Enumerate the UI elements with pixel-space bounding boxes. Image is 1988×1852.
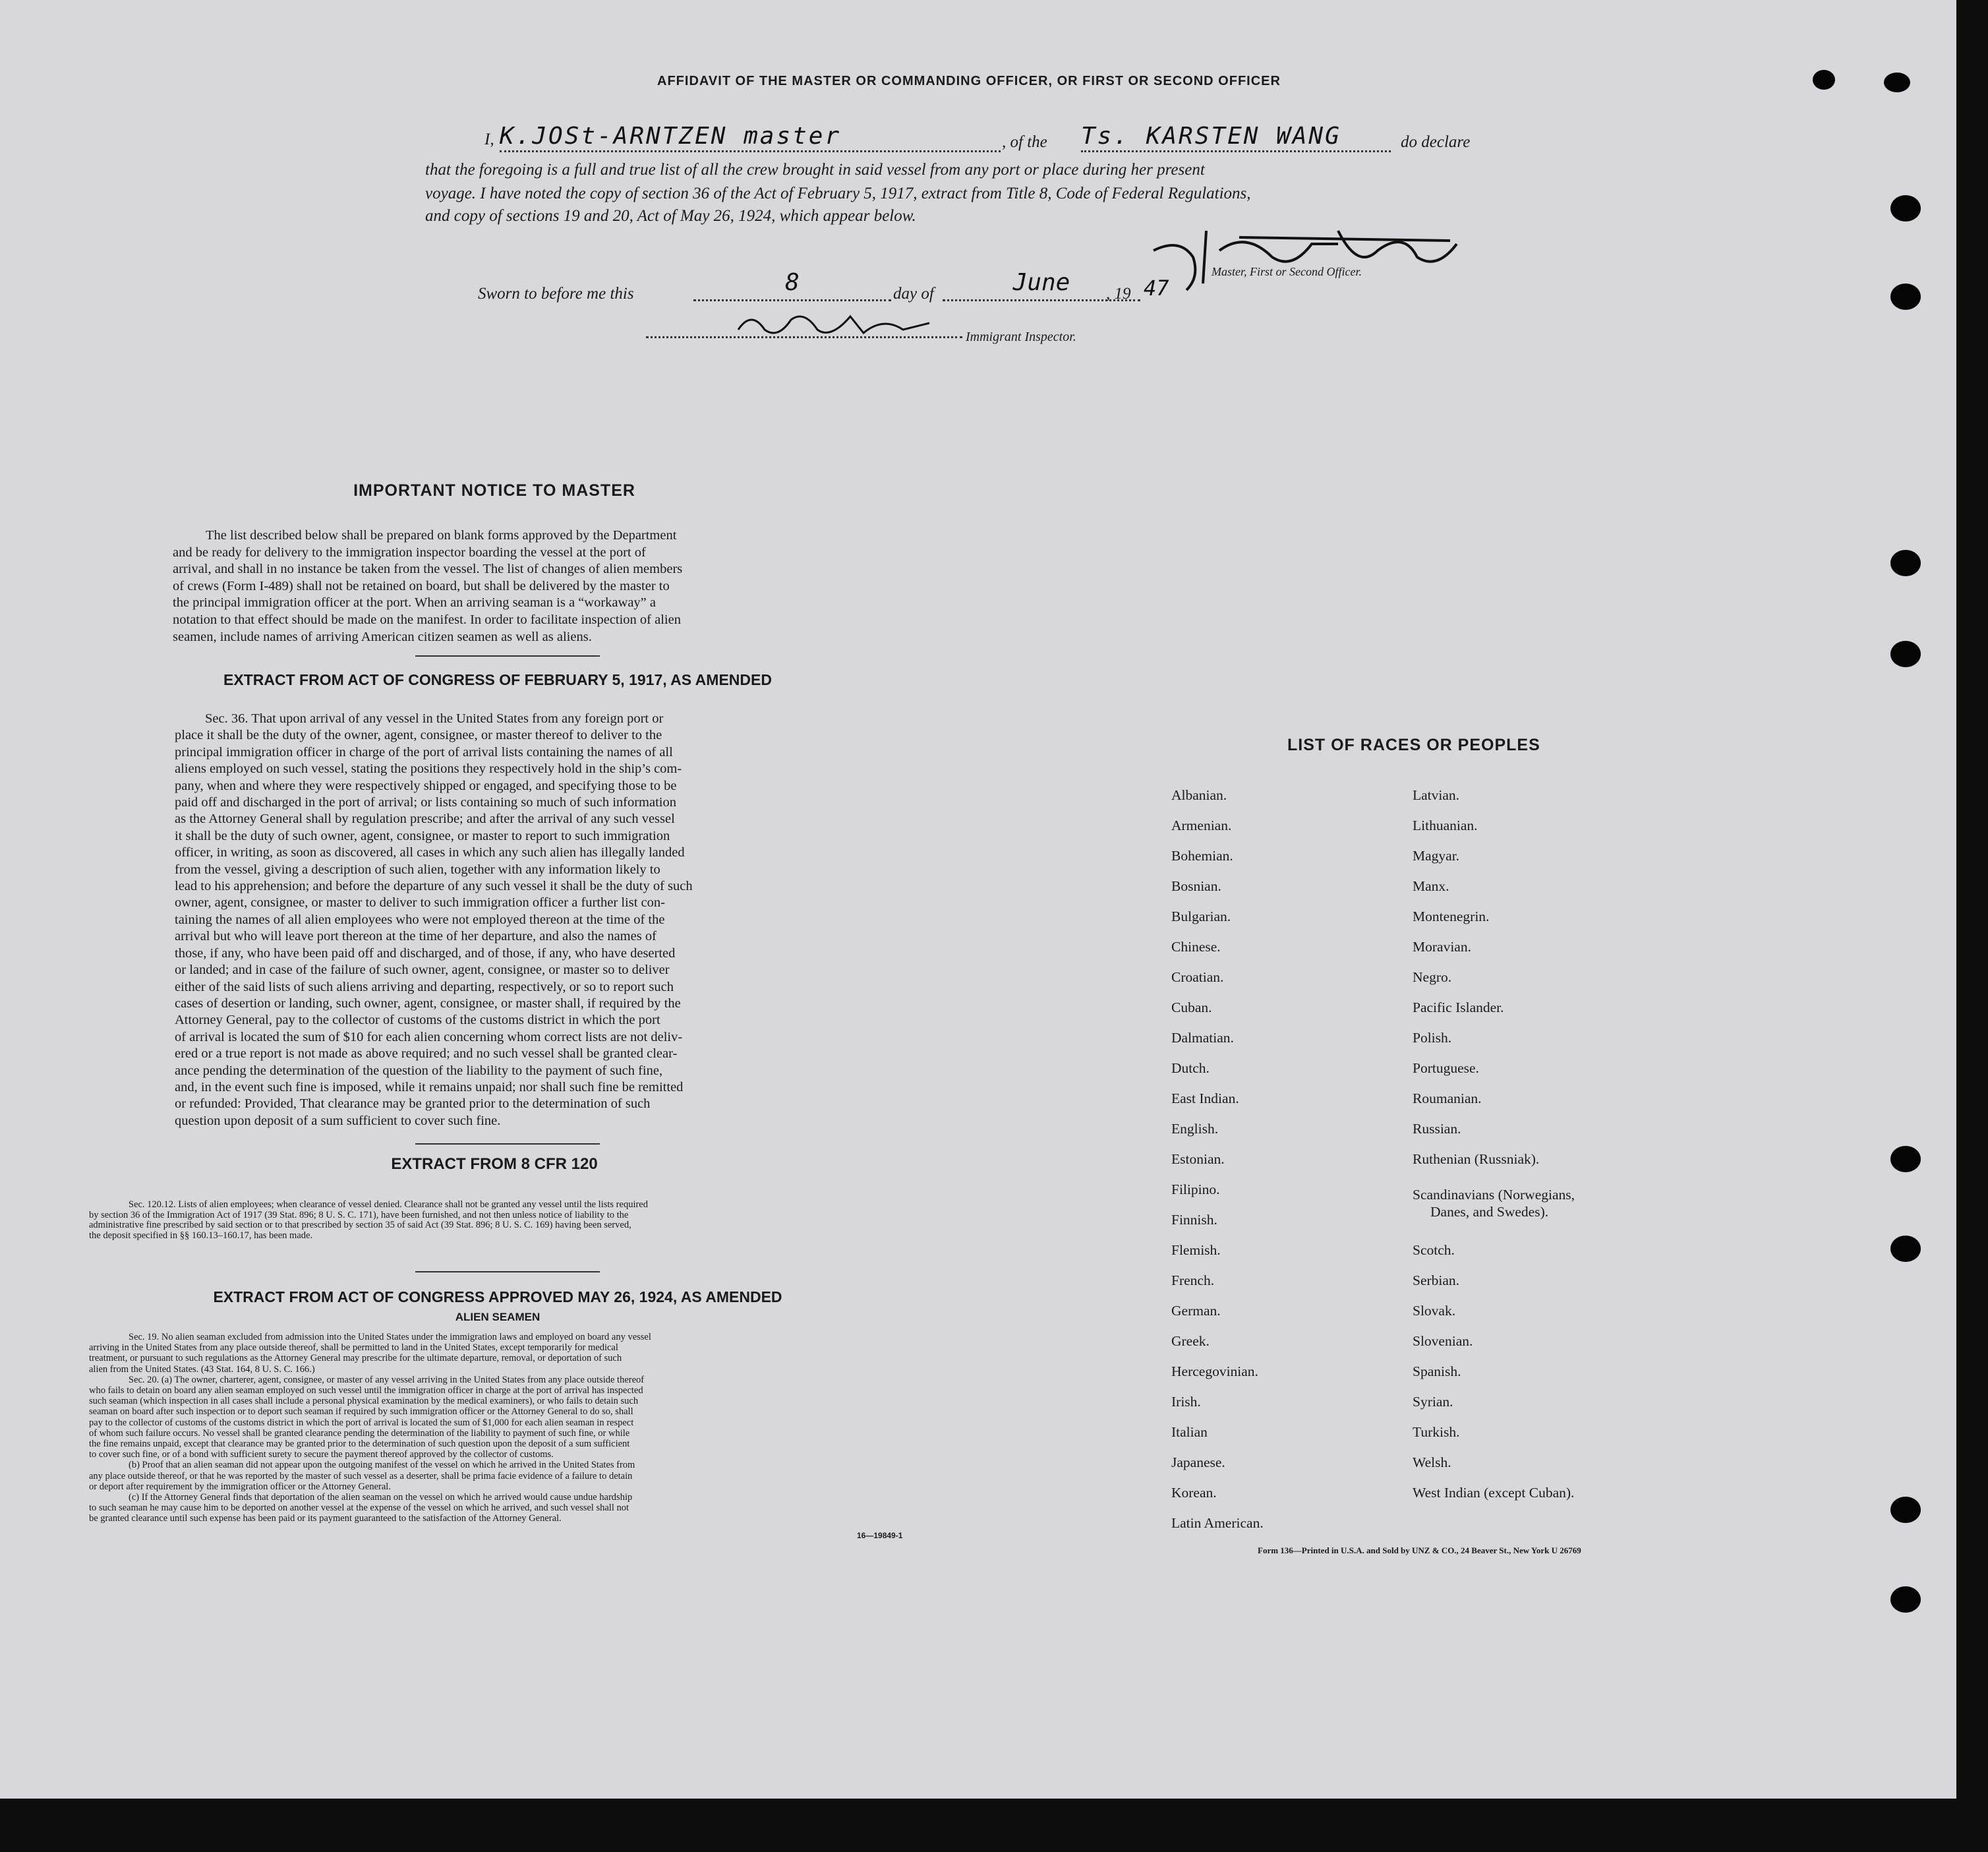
race-item: Bulgarian. (1171, 909, 1231, 924)
extract-line: Sec. 36. That upon arrival of any vessel in the United States from any foreign port or (205, 711, 664, 726)
extract-1924-line: Sec. 20. (a) The owner, charterer, agent, consignee, or master of any vessel arriving in the United States from any place outside thereof (129, 1374, 645, 1385)
extract-line: it shall be the duty of such owner, agent, consignee, or master to report to such immigration (175, 828, 670, 843)
race-item: Korean. (1171, 1485, 1217, 1501)
race-item: Slovak. (1413, 1303, 1456, 1319)
ink-speck (1884, 73, 1910, 92)
race-item: Chinese. (1171, 939, 1221, 955)
extract-line: officer, in writing, as soon as discovered, all cases in which any such alien has illegally landed (175, 845, 685, 860)
race-item: Latin American. (1171, 1515, 1264, 1531)
extract-line: ance pending the determination of the question of the liability to the payment of such fine, (175, 1063, 663, 1078)
affidavit-heading: AFFIDAVIT OF THE MASTER OR COMMANDING OFFICER, OR FIRST OR SECOND OFFICER (657, 74, 1281, 88)
extract-line: lead to his apprehension; and before the departure of any such vessel it shall be the duty of such (175, 879, 693, 894)
extract-1924-line: treatment, or pursuant to such regulations as the Attorney General may prescribe for the ultimate departure, removal, or deportation of such (89, 1353, 622, 1364)
extract-1924-line: to cover such fine, or of a bond with sufficient surety to secure the payment thereof approved by the collector of customs. (89, 1449, 554, 1460)
race-item: Moravian. (1413, 939, 1471, 955)
race-item: Ruthenian (Russniak). (1413, 1151, 1540, 1167)
race-item: Polish. (1413, 1030, 1452, 1046)
race-item: Greek. (1171, 1333, 1210, 1349)
cfr-line: administrative fine prescribed by said section or to that prescribed by section 35 of said Act (39 Stat. 896; 8 U. S. C. 169) having been served, (89, 1220, 631, 1230)
notice-line: notation to that effect should be made on the manifest. In order to facilitate inspection of alien (173, 612, 681, 627)
race-item: Turkish. (1413, 1424, 1460, 1440)
extract-1924-line: Sec. 19. No alien seaman excluded from admission into the United States under the immigration laws and employed on board any vessel (129, 1332, 651, 1342)
extract-line: as the Attorney General shall by regulation prescribe; and after the arrival of any such vessel (175, 812, 675, 827)
divider (415, 1143, 600, 1145)
race-item: Bosnian. (1171, 878, 1221, 894)
notice-line: the principal immigration officer at the port. When an arriving seaman is a “workaway” a (173, 595, 656, 611)
notice-line: arrival, and shall in no instance be taken from the vessel. The list of changes of alien members (173, 562, 683, 577)
race-item: Negro. (1413, 969, 1452, 985)
races-title: LIST OF RACES OR PEOPLES (1287, 736, 1540, 754)
extract-1924-line: of whom such failure occurs. No vessel shall be granted clearance pending the determination of the liability to payment of such fine, or while (89, 1427, 630, 1439)
form-printer-note: Form 136—Printed in U.S.A. and Sold by UNZ & CO., 24 Beaver St., New York U 26769 (1258, 1545, 1581, 1555)
race-item: Italian (1171, 1424, 1208, 1440)
notice-title: IMPORTANT NOTICE TO MASTER (353, 481, 635, 500)
race-item: Bohemian. (1171, 848, 1233, 864)
extract-1924-line: such seaman (which inspection in all cases shall include a personal physical examination by the medical examiners), or who fails to detain such (89, 1396, 639, 1407)
extract-1924-line: be granted clearance until such expense has been paid or its payment guaranteed to the satisfaction of the Attorney General. (89, 1513, 562, 1524)
cfr-line: by section 36 of the Immigration Act of 1917 (39 Stat. 896; 8 U. S. C. 171), have been furnished, and not then unless notice of liability to the (89, 1209, 629, 1220)
race-item: English. (1171, 1121, 1219, 1137)
race-item: Cuban. (1171, 1000, 1212, 1015)
extract-line: question upon deposit of a sum sufficient to cover such fine. (175, 1113, 501, 1128)
extract-line: paid off and discharged in the port of arrival; or lists containing so much of such information (175, 795, 676, 810)
cfr-title: EXTRACT FROM 8 CFR 120 (391, 1155, 598, 1173)
extract-line: either of the said lists of such aliens arriving and departing, respectively, or so to report such (175, 979, 674, 994)
race-item: East Indian. (1171, 1090, 1239, 1106)
extract-1924-line: (b) Proof that an alien seaman did not appear upon the outgoing manifest of the vessel on which he arrived in the United States from (129, 1460, 635, 1471)
race-item: Welsh. (1413, 1454, 1451, 1470)
race-item: Roumanian. (1413, 1090, 1482, 1106)
race-item: Slovenian. (1413, 1333, 1473, 1349)
extract-line: taining the names of all alien employees who were not employed thereon at the time of the (175, 912, 665, 927)
extract-line: arrival but who will leave port thereon at the time of her departure, and also the names of (175, 929, 657, 944)
race-item: Portuguese. (1413, 1060, 1479, 1076)
punch-hole (1890, 1146, 1921, 1172)
sworn-month: June (943, 269, 1140, 301)
extract-1924-line: or deport after requirement by the immigration officer or the Attorney General. (89, 1481, 391, 1492)
signature-caption: Master, First or Second Officer. (1212, 265, 1362, 278)
punch-hole (1890, 1586, 1921, 1613)
race-item: Dalmatian. (1171, 1030, 1234, 1046)
punch-hole (1890, 641, 1921, 667)
affidavit-body-line-2: voyage. I have noted the copy of section 36 of the Act of February 5, 1917, extract from Title 8, Code of Federal Regulations, (425, 185, 1251, 202)
inspector-caption: Immigrant Inspector. (966, 330, 1076, 344)
extract-1924-line: to such seaman he may cause him to be deported on another vessel at the expense of the vessel on which he arrived, and such vessel shall not (89, 1503, 629, 1514)
affidavit-body-line-1: that the foregoing is a full and true list of all the crew brought in said vessel from any port or place during her present (425, 161, 1205, 179)
sworn-day: 8 (693, 269, 891, 301)
extract-1924-title: EXTRACT FROM ACT OF CONGRESS APPROVED MAY 26, 1924, AS AMENDED (213, 1288, 782, 1305)
extract-1924-line: (c) If the Attorney General finds that deportation of the alien seaman on the vessel on which he arrived would cause undue hardship (129, 1492, 633, 1503)
affidavit-of-the: , of the (1002, 133, 1047, 151)
extract-1924-body (89, 1332, 913, 1524)
divider (415, 1271, 600, 1272)
affidavit-do-declare: do declare (1401, 133, 1471, 151)
extract-line: owner, agent, consignee, or master to deliver to such immigration officer a further list con- (175, 895, 665, 911)
cfr-line: Sec. 120.12. Lists of alien employees; when clearance of vessel denied. Clearance shall not be granted any vessel until the lists required (129, 1199, 648, 1210)
extract-line: from the vessel, giving a description of such alien, together with any information likely to (175, 862, 660, 877)
extract-1917-body (175, 711, 821, 1129)
extract-line: or refunded: Provided, That clearance may be granted prior to the determination of such (175, 1096, 651, 1112)
extract-line: cases of desertion or landing, such owner, agent, consignee, or master shall, if required by the (175, 996, 681, 1011)
extract-line: or landed; and in case of the failure of such owner, agent, consignee, or master so to deliver (175, 963, 670, 978)
extract-1924-line: arriving in the United States from any place outside thereof, shall be permitted to land in the United States, except temporarily for medical (89, 1342, 618, 1354)
race-item: Russian. (1413, 1121, 1461, 1137)
punch-hole (1890, 1497, 1921, 1523)
cfr-line: the deposit specified in §§ 160.13–160.17, has been made. (89, 1230, 313, 1241)
extract-line: ered or a true report is not made as above required; and no such vessel shall be granted clear- (175, 1046, 678, 1061)
form-code: 16—19849-1 (857, 1531, 903, 1540)
extract-1924-subtitle: ALIEN SEAMEN (455, 1311, 541, 1323)
inspector-signature (732, 303, 943, 343)
race-item: Albanian. (1171, 787, 1227, 803)
scan-edge-right (1956, 0, 1988, 1852)
race-item: Pacific Islander. (1413, 1000, 1504, 1015)
master-signature (1140, 211, 1523, 303)
extract-line: Attorney General, pay to the collector of customs of the customs district in which the port (175, 1013, 660, 1028)
year-prefix: , 19 (1106, 285, 1131, 303)
affidavit-lead-i: I, (484, 131, 494, 148)
race-item: Serbian. (1413, 1272, 1460, 1288)
race-item: Magyar. (1413, 848, 1460, 864)
sworn-before-label: Sworn to before me this (478, 285, 634, 303)
extract-1917-title: EXTRACT FROM ACT OF CONGRESS OF FEBRUARY 5, 1917, AS AMENDED (223, 671, 772, 688)
race-item: Scandinavians (Norwegians, (1413, 1187, 1575, 1203)
extract-line: aliens employed on such vessel, stating the positions they respectively hold in the ship’s com- (175, 762, 682, 777)
extract-line: principal immigration officer in charge of the port of arrival lists containing the names of all (175, 744, 673, 760)
punch-hole (1890, 284, 1921, 310)
master-name-handwritten: K.JOSt-ARNTZEN master (500, 123, 1001, 152)
race-item: Dutch. (1171, 1060, 1210, 1076)
race-item: German. (1171, 1303, 1221, 1319)
notice-line: seamen, include names of arriving American citizen seamen as well as aliens. (173, 629, 592, 644)
punch-hole (1890, 550, 1921, 576)
race-item: Latvian. (1413, 787, 1460, 803)
race-item: Filipino. (1171, 1181, 1220, 1197)
race-item: Hercegovinian. (1171, 1363, 1258, 1379)
punch-hole (1890, 195, 1921, 222)
extract-1924-line: alien from the United States. (43 Stat. 164, 8 U. S. C. 166.) (89, 1363, 315, 1375)
race-item: Syrian. (1413, 1394, 1453, 1410)
race-item: Armenian. (1171, 818, 1232, 833)
race-item: Irish. (1171, 1394, 1201, 1410)
extract-1924-line: who fails to detain on board any alien seaman employed on such vessel until the immigration officer in charge at the port of arrival has inspected (89, 1385, 643, 1396)
race-item: Danes, and Swedes). (1430, 1204, 1549, 1220)
cfr-body (89, 1200, 913, 1241)
extract-line: place it shall be the duty of the owner, agent, consignee, or master thereof to deliver to the (175, 728, 662, 743)
notice-line: and be ready for delivery to the immigration inspector boarding the vessel at the port of (173, 545, 646, 560)
race-item: Spanish. (1413, 1363, 1461, 1379)
divider (415, 655, 600, 657)
extract-1924-line: the fine remains unpaid, except that clearance may be granted prior to the determination of such question upon the deposit of a sum sufficient (89, 1439, 630, 1450)
race-item: Estonian. (1171, 1151, 1225, 1167)
extract-line: of arrival is located the sum of $10 for each alien concerning whom correct lists are not deliv- (175, 1029, 683, 1044)
notice-line: of crews (Form I-489) shall not be retained on board, but shall be delivered by the master to (173, 578, 670, 593)
race-item: Scotch. (1413, 1242, 1455, 1258)
scan-edge-bottom (0, 1799, 1988, 1852)
vessel-name-handwritten: Ts. KARSTEN WANG (1081, 123, 1391, 152)
extract-line: those, if any, who have been paid off and discharged, and of those, if any, who have deserted (175, 945, 676, 961)
extract-line: and, in the event such fine is imposed, while it remains unpaid; nor shall such fine be remitted (175, 1079, 684, 1094)
race-item: West Indian (except Cuban). (1413, 1485, 1575, 1501)
notice-body (173, 527, 819, 645)
sworn-year: 47 (1144, 276, 1169, 301)
day-of-label: day of (893, 285, 934, 303)
race-item: Lithuanian. (1413, 818, 1478, 833)
race-item: Montenegrin. (1413, 909, 1490, 924)
punch-hole (1890, 1236, 1921, 1262)
affidavit-body-line-3: and copy of sections 19 and 20, Act of May 26, 1924, which appear below. (425, 207, 916, 225)
extract-1924-line: seaman on board after such inspection or to deport such seaman if required by such immigration officer or the Attorney General to do so, shall (89, 1406, 633, 1418)
extract-line: pany, when and where they were respectively shipped or engaged, and specifying those to be (175, 778, 677, 793)
race-item: Croatian. (1171, 969, 1224, 985)
notice-line: The list described below shall be prepared on blank forms approved by the Department (206, 528, 677, 543)
race-item: Flemish. (1171, 1242, 1221, 1258)
ink-speck (1813, 70, 1835, 90)
extract-1924-line: any place outside thereof, or that he was reported by the master of such vessel as a deserter, shall be prima facie evidence of a failure to detain (89, 1470, 633, 1481)
race-item: French. (1171, 1272, 1215, 1288)
race-item: Japanese. (1171, 1454, 1225, 1470)
extract-1924-line: pay to the collector of customs of the customs district in which the port of arrival is located the sum of $1,000 for each alien seaman in respect (89, 1417, 634, 1428)
race-item: Manx. (1413, 878, 1449, 894)
race-item: Finnish. (1171, 1212, 1217, 1228)
